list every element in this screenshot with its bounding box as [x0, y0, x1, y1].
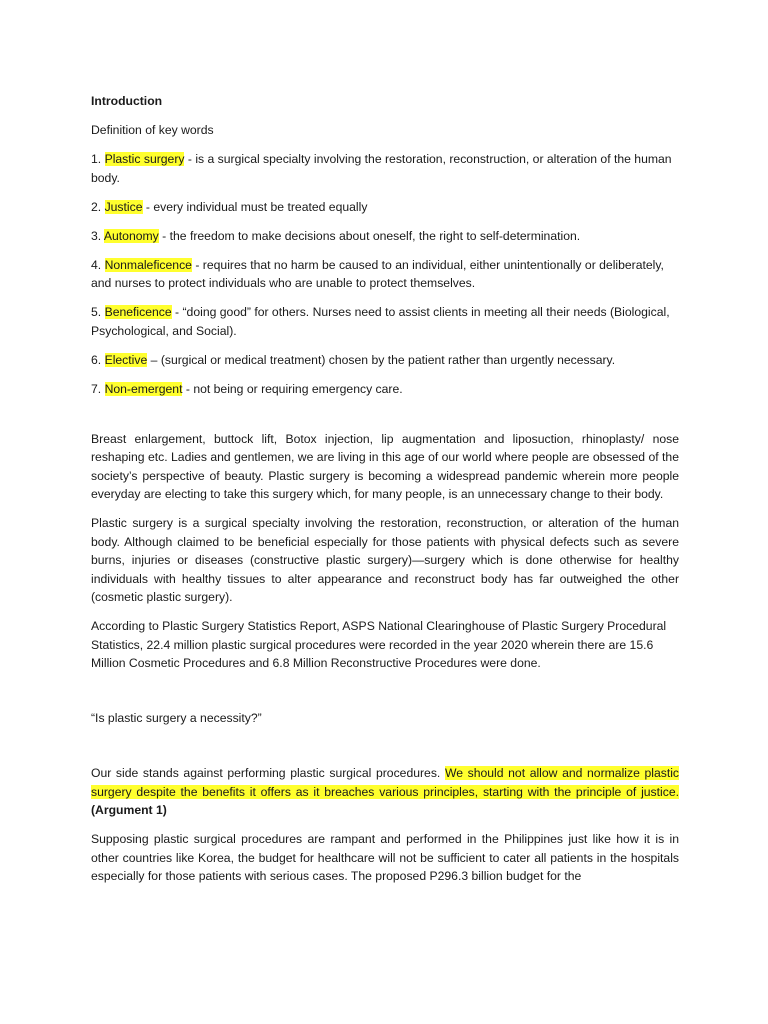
definition-text: every individual must be treated equally	[153, 199, 368, 214]
definition-term: Autonomy	[103, 228, 159, 243]
definition-text: not being or requiring emergency care.	[193, 381, 403, 396]
introduction-heading: Introduction	[91, 94, 163, 108]
argument-highlight: We should not allow and normalize plastic surgery despite the benefits it offers as it breaches various principles, starting with the principle of justice.	[91, 766, 680, 799]
definition-term: Beneficence	[104, 305, 172, 319]
definition-number: 1.	[91, 152, 102, 166]
definition-separator: -	[142, 199, 154, 214]
definition-item	[91, 150, 679, 187]
definition-term: Elective	[104, 352, 148, 367]
definition-separator: –	[147, 352, 161, 367]
definition-number: 5.	[91, 305, 102, 319]
definitions-heading: Definition of key words	[91, 123, 214, 137]
definition-item	[91, 380, 679, 399]
definitions-list	[91, 150, 679, 398]
definition-number: 2.	[91, 199, 102, 214]
definition-number: 3.	[91, 228, 102, 243]
definition-number: 4.	[91, 257, 102, 272]
definition-term: Plastic surgery	[104, 152, 185, 166]
definition-item	[91, 198, 679, 217]
definition-text: the freedom to make decisions about oneself, the right to self-determination.	[169, 228, 581, 243]
definition-item	[91, 351, 679, 370]
definition-term: Justice	[104, 199, 143, 214]
definition-term: Non-emergent	[104, 381, 183, 396]
definition-text: “doing good” for others. Nurses need to assist clients in meeting all their needs (Biological, Psychological, and Social).	[91, 305, 670, 338]
body-paragraph-2: Plastic surgery is a surgical specialty involving the restoration, reconstruction, or alteration of the human body. Although claimed to be beneficial especially for those patients with physical defects such as severe burns, injuries or diseases (constructive plastic surgery)—surgery which is done otherwise for healthy individuals with healthy tissues to alter appearance and reconstruct body has far outweighed the other (cosmetic plastic surgery).	[91, 516, 679, 604]
definition-item	[91, 256, 679, 293]
definition-separator: -	[182, 381, 194, 396]
definition-separator: -	[184, 152, 196, 166]
argument-tag: (Argument 1)	[91, 803, 167, 817]
definition-item	[91, 303, 679, 340]
argument-lead: Our side stands against performing plastic surgical procedures.	[91, 766, 445, 780]
definition-separator: -	[171, 305, 183, 319]
body-paragraph-3: According to Plastic Surgery Statistics Report, ASPS National Clearinghouse of Plastic Surgery Procedural Statistics, 22.4 million plastic surgical procedures were recorded in the year 2020 wherein there are 15.6 Million Cosmetic Procedures and 6.8 Million Reconstructive Procedures were done.	[91, 619, 667, 670]
definition-number: 6.	[91, 352, 102, 367]
body-paragraph-5: Supposing plastic surgical procedures are rampant and performed in the Philippines just like how it is in other countries like Korea, the budget for healthcare will not be sufficient to cater all patients in the hospitals especially for those patients with serious cases. The proposed P296.3 billion budget for the	[91, 832, 679, 883]
definition-text: is a surgical specialty involving the restoration, reconstruction, or alteration of the human body.	[91, 152, 672, 185]
question-line: “Is plastic surgery a necessity?”	[91, 711, 262, 725]
definition-number: 7.	[91, 381, 102, 396]
definition-text: requires that no harm be caused to an individual, either unintentionally or deliberately, and nurses to protect individuals who are unable to protect themselves.	[91, 257, 664, 290]
definition-text: (surgical or medical treatment) chosen by the patient rather than urgently necessary.	[160, 352, 616, 367]
definition-separator: -	[158, 228, 170, 243]
definition-separator: -	[191, 257, 203, 272]
argument-paragraph	[91, 764, 679, 820]
definition-item	[91, 227, 679, 246]
definition-term: Nonmaleficence	[104, 257, 192, 272]
body-paragraph-1: Breast enlargement, buttock lift, Botox injection, lip augmentation and liposuction, rhinoplasty/ nose reshaping etc. Ladies and gentlemen, we are living in this age of our world where people are obsessed of the society’s perspective of beauty. Plastic surgery is becoming a widespread pandemic wherein more people everyday are electing to take this surgery which, for many people, is an unnecessary change to their body.	[91, 431, 679, 501]
